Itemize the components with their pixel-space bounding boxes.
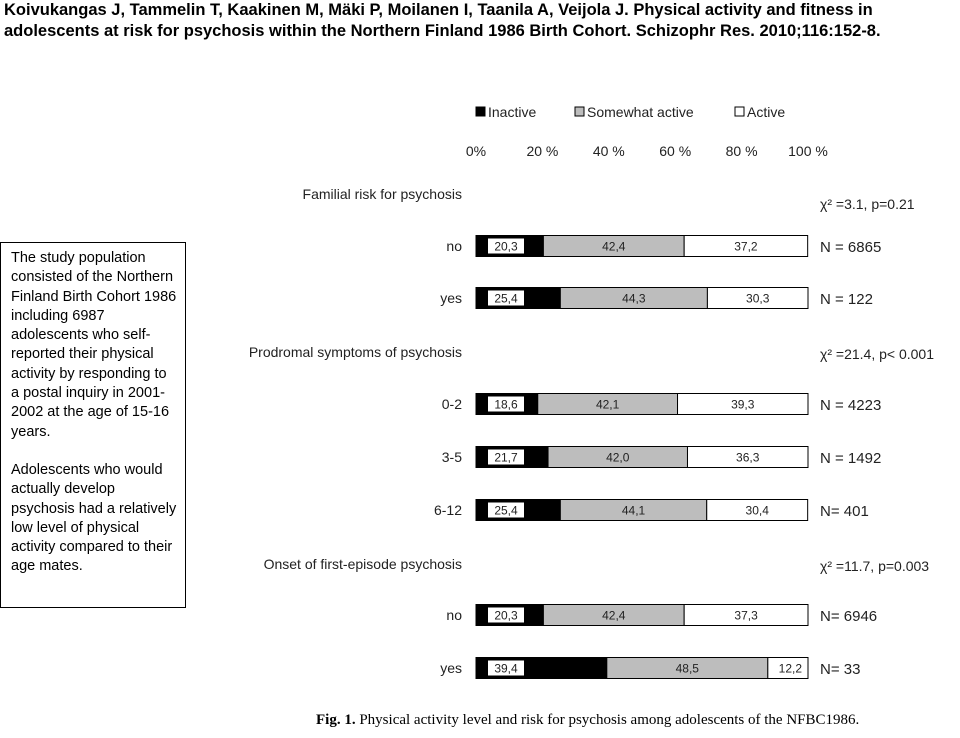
value-label: 20,3 — [494, 239, 518, 254]
value-label: 39,4 — [494, 661, 518, 676]
value-label: 30,3 — [746, 291, 770, 306]
legend-swatch-2 — [575, 107, 584, 116]
value-label: 30,4 — [745, 503, 769, 518]
value-label: 37,2 — [734, 239, 758, 254]
legend-label-3: Active — [747, 104, 786, 120]
row-n: N = 4223 — [820, 397, 882, 414]
row-label: no — [446, 238, 462, 254]
row-label: 3-5 — [441, 449, 462, 465]
caption-label: Fig. 1. — [316, 712, 356, 728]
value-label: 18,6 — [494, 397, 518, 412]
legend-label-1: Inactive — [488, 104, 537, 120]
x-tick-label: 60 % — [659, 143, 692, 159]
row-n: N= 6946 — [820, 608, 878, 625]
legend-label-2: Somewhat active — [587, 104, 694, 120]
value-label: 37,3 — [734, 608, 758, 623]
legend-swatch-1 — [476, 107, 485, 116]
figure-caption — [316, 712, 956, 729]
row-label: 6-12 — [433, 502, 462, 518]
row-label: no — [446, 607, 462, 623]
row-n: N = 1492 — [820, 450, 882, 467]
row-n: N= 33 — [820, 661, 861, 678]
section-title: Familial risk for psychosis — [302, 186, 462, 202]
x-tick-label: 40 % — [592, 143, 625, 159]
value-label: 42,4 — [602, 608, 626, 623]
value-label: 12,2 — [778, 661, 802, 676]
value-label: 36,3 — [736, 450, 760, 465]
value-label: 25,4 — [494, 503, 518, 518]
x-tick-label: 80 % — [725, 143, 758, 159]
value-label: 42,0 — [606, 450, 630, 465]
row-label: yes — [440, 660, 462, 676]
section-title: Onset of first-episode psychosis — [263, 556, 462, 572]
row-n: N= 401 — [820, 503, 869, 520]
summary-paragraph-2: Adolescents who would actually develop psychosis had a relatively low level of physical activity compared to their age mates. — [11, 461, 177, 575]
value-label: 44,3 — [622, 291, 646, 306]
value-label: 20,3 — [494, 608, 518, 623]
value-label: 42,1 — [595, 397, 620, 412]
summary-paragraph-1: The study population consisted of the Northern Finland Birth Cohort 1986 including 6987 adolescents who self-reported their physical activity by responding to a postal inquiry in 2001-2002 at the age of 15-16 years. — [11, 250, 177, 440]
value-label: 21,7 — [494, 450, 518, 465]
section-stat: χ² =11.7, p=0.003 — [820, 558, 930, 574]
value-label: 48,5 — [675, 661, 699, 676]
x-tick-label: 0% — [465, 143, 487, 159]
row-label: yes — [440, 290, 462, 306]
section-stat: χ² =21.4, p< 0.001 — [820, 346, 934, 362]
legend-swatch-3 — [735, 107, 744, 116]
value-label: 42,4 — [602, 239, 626, 254]
value-label: 39,3 — [731, 397, 755, 412]
citation: Koivukangas J, Tammelin T, Kaakinen M, Mäki P, Moilanen I, Taanila A, Veijola J. Physical activity and fitness in adolescents at risk for psychosis within the Northern Finland 1986 Birth Cohort. Schizophr Res. 2010;116:152-8. — [4, 1, 881, 40]
value-label: 25,4 — [494, 291, 518, 306]
row-n: N = 122 — [820, 291, 873, 308]
row-n: N = 6865 — [820, 239, 882, 256]
value-label: 44,1 — [621, 503, 646, 518]
section-title: Prodromal symptoms of psychosis — [248, 344, 462, 360]
section-stat: χ² =3.1, p=0.21 — [820, 196, 915, 212]
row-label: 0-2 — [441, 396, 462, 412]
x-tick-label: 100 % — [788, 143, 828, 159]
caption-text: Physical activity level and risk for psychosis among adolescents of the NFBC1986. — [359, 712, 860, 728]
x-tick-label: 20 % — [526, 143, 559, 159]
